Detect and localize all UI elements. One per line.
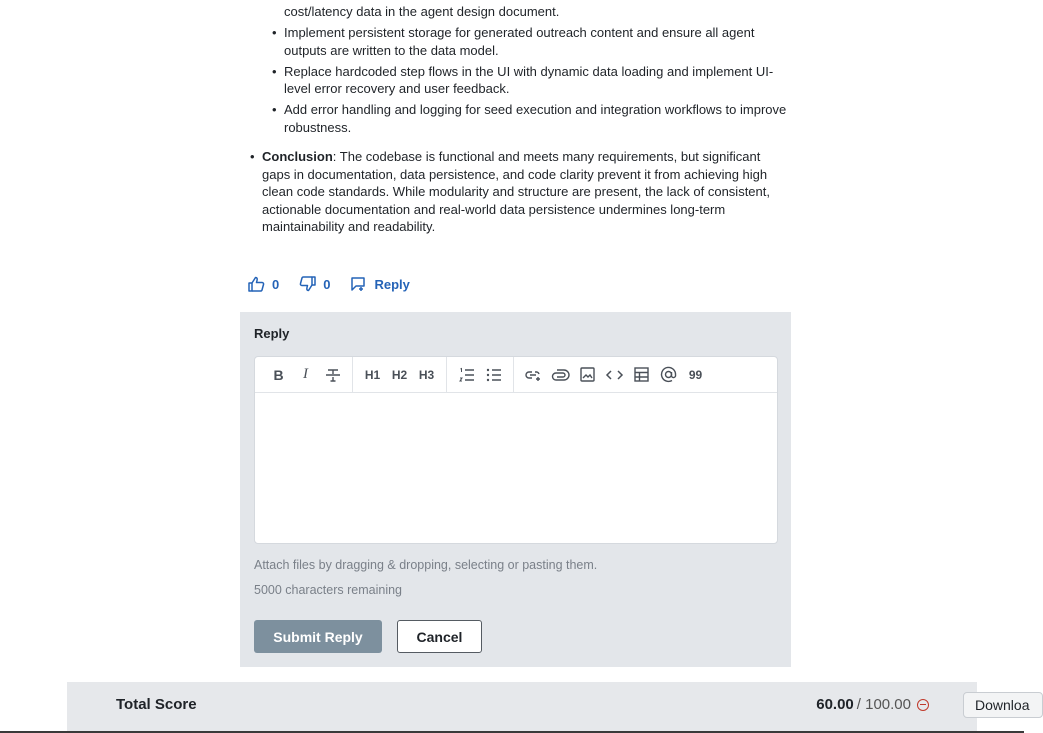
total-score-value <box>816 696 929 713</box>
submit-reply-button[interactable]: Submit Reply <box>254 620 382 653</box>
reply-textarea[interactable] <box>255 393 777 543</box>
list-group <box>447 357 514 392</box>
list-item: • Add error handling and logging for seed execution and integration workflows to improve robustness. <box>284 101 788 136</box>
heading-group <box>353 357 447 392</box>
attach-hint: Attach files by dragging & dropping, selecting or pasting them. <box>254 558 598 572</box>
quote-button[interactable]: 99 <box>688 367 703 382</box>
reaction-bar <box>248 276 430 292</box>
score-value: 60.00 <box>816 696 854 713</box>
list-item: • Implement persistent storage for generated outreach content and ensure all agent outputs are written to the data model. <box>284 24 788 59</box>
bold-button[interactable]: B <box>273 366 284 383</box>
insert-group <box>514 357 715 392</box>
conclusion-text: : The codebase is functional and meets many requirements, but significant gaps in documentation, data persistence, and code clarity prevent it from achieving high clean code standards. While modularity and structure are present, the lack of consistent, actionable documentation and real-world data persistence undermines long-term maintainability and readability. <box>262 149 770 234</box>
image-button[interactable] <box>574 363 601 387</box>
dislike-button[interactable] <box>299 276 330 292</box>
attachment-button[interactable] <box>547 363 574 387</box>
recommendation-list <box>248 24 788 140</box>
heading-2-button[interactable]: H2 <box>391 367 408 382</box>
ordered-list-icon <box>459 368 475 382</box>
bullet-list-button[interactable] <box>480 363 507 387</box>
score-max: / 100.00 <box>856 696 911 713</box>
table-button[interactable] <box>628 363 655 387</box>
heading-3-button[interactable]: H3 <box>418 367 435 382</box>
editor-toolbar <box>255 357 777 393</box>
reply-panel <box>240 312 791 667</box>
conclusion-list <box>248 148 788 236</box>
at-sign-icon <box>660 366 677 383</box>
table-icon <box>634 367 649 382</box>
dislike-count: 0 <box>323 276 331 292</box>
remove-icon[interactable] <box>917 699 929 711</box>
cancel-button[interactable]: Cancel <box>397 620 482 653</box>
total-score-label: Total Score <box>116 696 197 713</box>
code-icon <box>606 368 623 382</box>
heading-1-button[interactable]: H1 <box>364 367 381 382</box>
download-button[interactable]: Downloa <box>963 692 1043 718</box>
strikethrough-button[interactable] <box>319 363 346 387</box>
conclusion-label: Conclusion <box>262 149 333 164</box>
image-icon <box>580 367 595 382</box>
reply-editor <box>254 356 778 544</box>
conclusion-item <box>262 148 788 236</box>
thumbs-up-icon <box>248 276 265 292</box>
thumbs-down-icon <box>299 276 316 292</box>
list-item: • Replace hardcoded step flows in the UI with dynamic data loading and implement UI-level error recovery and user feedback. <box>284 63 788 98</box>
italic-button[interactable]: I <box>303 366 308 382</box>
reply-icon <box>350 276 367 292</box>
format-group <box>259 357 353 392</box>
strikethrough-icon <box>325 368 341 382</box>
total-score-bar <box>67 682 977 733</box>
paperclip-icon <box>552 368 569 382</box>
like-count: 0 <box>272 276 280 292</box>
code-button[interactable] <box>601 363 628 387</box>
reply-panel-title: Reply <box>254 326 290 341</box>
like-button[interactable] <box>248 276 279 292</box>
link-button[interactable] <box>520 363 547 387</box>
mention-button[interactable] <box>655 363 682 387</box>
link-icon <box>525 368 542 382</box>
bullet-list-icon <box>486 368 502 382</box>
reply-link[interactable] <box>350 276 409 292</box>
reply-link-label: Reply <box>374 276 410 292</box>
partial-recommendation-line: cost/latency data in the agent design document. <box>284 4 560 19</box>
characters-remaining: 5000 characters remaining <box>254 583 402 597</box>
ordered-list-button[interactable] <box>453 363 480 387</box>
